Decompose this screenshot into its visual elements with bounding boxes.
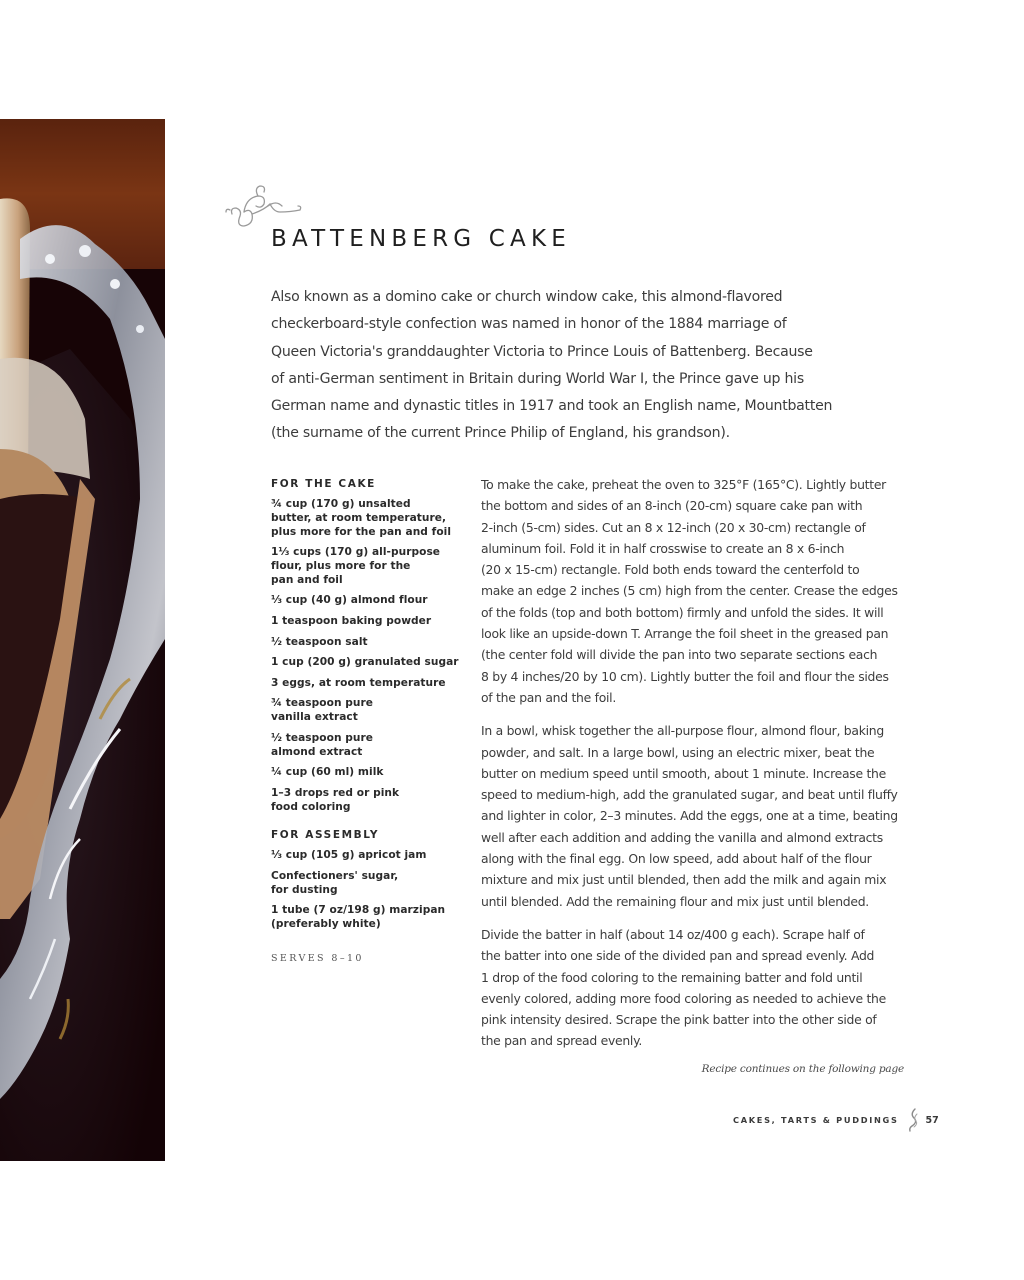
method-line: (20 x 15-cm) rectangle. Fold both ends toward the centerfold to	[481, 562, 860, 578]
ingredient-item	[271, 870, 466, 898]
method-line: make an edge 2 inches (5 cm) high from the center. Crease the edges	[481, 583, 898, 599]
ingredient-line: butter, at room temperature,	[271, 511, 447, 524]
ingredient-line: ¾ cup (170 g) unsalted	[271, 498, 411, 510]
method-line: mixture and mix just until blended, then add the milk and again mix	[481, 872, 887, 888]
method-line: of the pan and the foil.	[481, 689, 616, 705]
method-line: In a bowl, whisk together the all-purpose flour, almond flour, baking	[481, 723, 884, 739]
ingredient-item	[271, 677, 466, 691]
page-footer	[733, 1108, 939, 1132]
serves-yield: SERVES 8–10	[271, 952, 364, 964]
ingredient-item	[271, 732, 466, 760]
method-line: 2-inch (5-cm) sides. Cut an 8 x 12-inch (20 x 30-cm) rectangle of	[481, 519, 866, 535]
method-paragraph	[481, 474, 921, 708]
ingredient-line: 3 eggs, at room temperature	[271, 676, 446, 689]
ingredient-item	[271, 498, 466, 539]
continued-note: Recipe continues on the following page	[701, 1063, 904, 1075]
ingredient-line: vanilla extract	[271, 711, 358, 724]
ingredients-list	[271, 477, 466, 964]
method-line: (the center fold will divide the pan into two separate sections each	[481, 647, 878, 663]
section-name: CAKES, TARTS & PUDDINGS	[733, 1115, 899, 1125]
ingredient-line: pan and foil	[271, 573, 343, 586]
assembly-ingredients-heading: FOR ASSEMBLY	[271, 829, 380, 842]
intro-line: (the surname of the current Prince Philip of England, his grandson).	[271, 425, 730, 442]
method-line: of the folds (top and both bottom) firmly and unfold the sides. It will	[481, 604, 884, 620]
ingredient-line: (preferably white)	[271, 918, 381, 931]
method-paragraph	[481, 924, 921, 1052]
ingredient-item	[271, 787, 466, 815]
method-line: and lighter in color, 2–3 minutes. Add the eggs, one at a time, beating	[481, 808, 898, 824]
ingredient-line: 1 tube (7 oz/198 g) marzipan	[271, 904, 446, 917]
ingredient-line: food coloring	[271, 800, 351, 813]
ingredient-item	[271, 849, 466, 863]
intro-line: German name and dynastic titles in 1917 and took an English name, Mountbatten	[271, 398, 833, 415]
method-line: 1 drop of the food coloring to the remaining batter and fold until	[481, 969, 863, 985]
method-line: 8 by 4 inches/20 by 10 cm). Lightly butter the foil and flour the sides	[481, 668, 889, 684]
ingredient-line: 1–3 drops red or pink	[271, 786, 400, 799]
method-line: along with the final egg. On low speed, add about half of the flour	[481, 851, 872, 867]
method-instructions	[481, 474, 921, 1064]
flame-flourish-icon	[906, 1108, 920, 1132]
ingredient-line: 1 teaspoon baking powder	[271, 614, 432, 627]
method-line: speed to medium-high, add the granulated sugar, and beat until fluffy	[481, 787, 898, 803]
ingredient-line: ⅓ cup (105 g) apricot jam	[271, 849, 427, 862]
ingredient-line: ⅓ cup (40 g) almond flour	[271, 594, 428, 607]
method-line: butter on medium speed until smooth, about 1 minute. Increase the	[481, 765, 886, 781]
ingredient-item	[271, 636, 466, 650]
ingredient-item	[271, 546, 466, 587]
ingredient-item	[271, 615, 466, 629]
page-number: 57	[925, 1114, 939, 1126]
intro-line: of anti-German sentiment in Britain during World War I, the Prince gave up his	[271, 370, 804, 387]
ingredient-item	[271, 594, 466, 608]
recipe-intro	[271, 284, 846, 448]
ingredient-line: almond extract	[271, 745, 363, 758]
method-line: powder, and salt. In a large bowl, using an electric mixer, beat the	[481, 744, 875, 760]
intro-line: Also known as a domino cake or church window cake, this almond-flavored	[271, 289, 783, 305]
method-line: evenly colored, adding more food coloring as needed to achieve the	[481, 990, 886, 1006]
ingredient-item	[271, 766, 466, 780]
recipe-photo	[0, 119, 165, 1161]
method-line: the bottom and sides of an 8-inch (20-cm) square cake pan with	[481, 498, 863, 514]
recipe-title: BATTENBERG CAKE	[271, 226, 571, 252]
ingredient-line: for dusting	[271, 883, 338, 896]
method-line: To make the cake, preheat the oven to 325°F (165°C). Lightly butter	[481, 477, 886, 492]
intro-line: checkerboard-style confection was named in honor of the 1884 marriage of	[271, 316, 787, 333]
ingredient-item	[271, 656, 466, 670]
method-line: the pan and spread evenly.	[481, 1033, 643, 1049]
flourish-ornament-icon	[224, 182, 304, 232]
ingredient-line: 1 cup (200 g) granulated sugar	[271, 656, 459, 669]
method-line: aluminum foil. Fold it in half crosswise to create an 8 x 6-inch	[481, 540, 845, 556]
method-line: until blended. Add the remaining flour and mix just until blended.	[481, 893, 869, 909]
ingredient-line: ½ teaspoon salt	[271, 635, 368, 648]
ingredient-line: ¾ teaspoon pure	[271, 697, 374, 710]
ingredient-item	[271, 904, 466, 932]
intro-line: Queen Victoria's granddaughter Victoria to Prince Louis of Battenberg. Because	[271, 343, 813, 360]
method-line: pink intensity desired. Scrape the pink batter into the other side of	[481, 1012, 877, 1028]
ingredient-line: ¼ cup (60 ml) milk	[271, 766, 384, 779]
method-line: well after each addition and adding the vanilla and almond extracts	[481, 829, 883, 845]
ingredient-line: plus more for the pan and foil	[271, 525, 452, 538]
ingredient-line: flour, plus more for the	[271, 559, 411, 572]
ingredient-item	[271, 697, 466, 725]
method-line: Divide the batter in half (about 14 oz/400 g each). Scrape half of	[481, 926, 865, 942]
silver-tray-photo	[0, 119, 165, 1161]
method-paragraph	[481, 720, 921, 912]
ingredient-line: Confectioners' sugar,	[271, 869, 399, 882]
method-line: the batter into one side of the divided pan and spread evenly. Add	[481, 948, 875, 964]
ingredient-line: ½ teaspoon pure	[271, 731, 374, 744]
cake-ingredients-heading: FOR THE CAKE	[271, 478, 376, 490]
method-line: look like an upside-down T. Arrange the foil sheet in the greased pan	[481, 626, 889, 642]
ingredient-line: 1⅓ cups (170 g) all-purpose	[271, 546, 441, 559]
